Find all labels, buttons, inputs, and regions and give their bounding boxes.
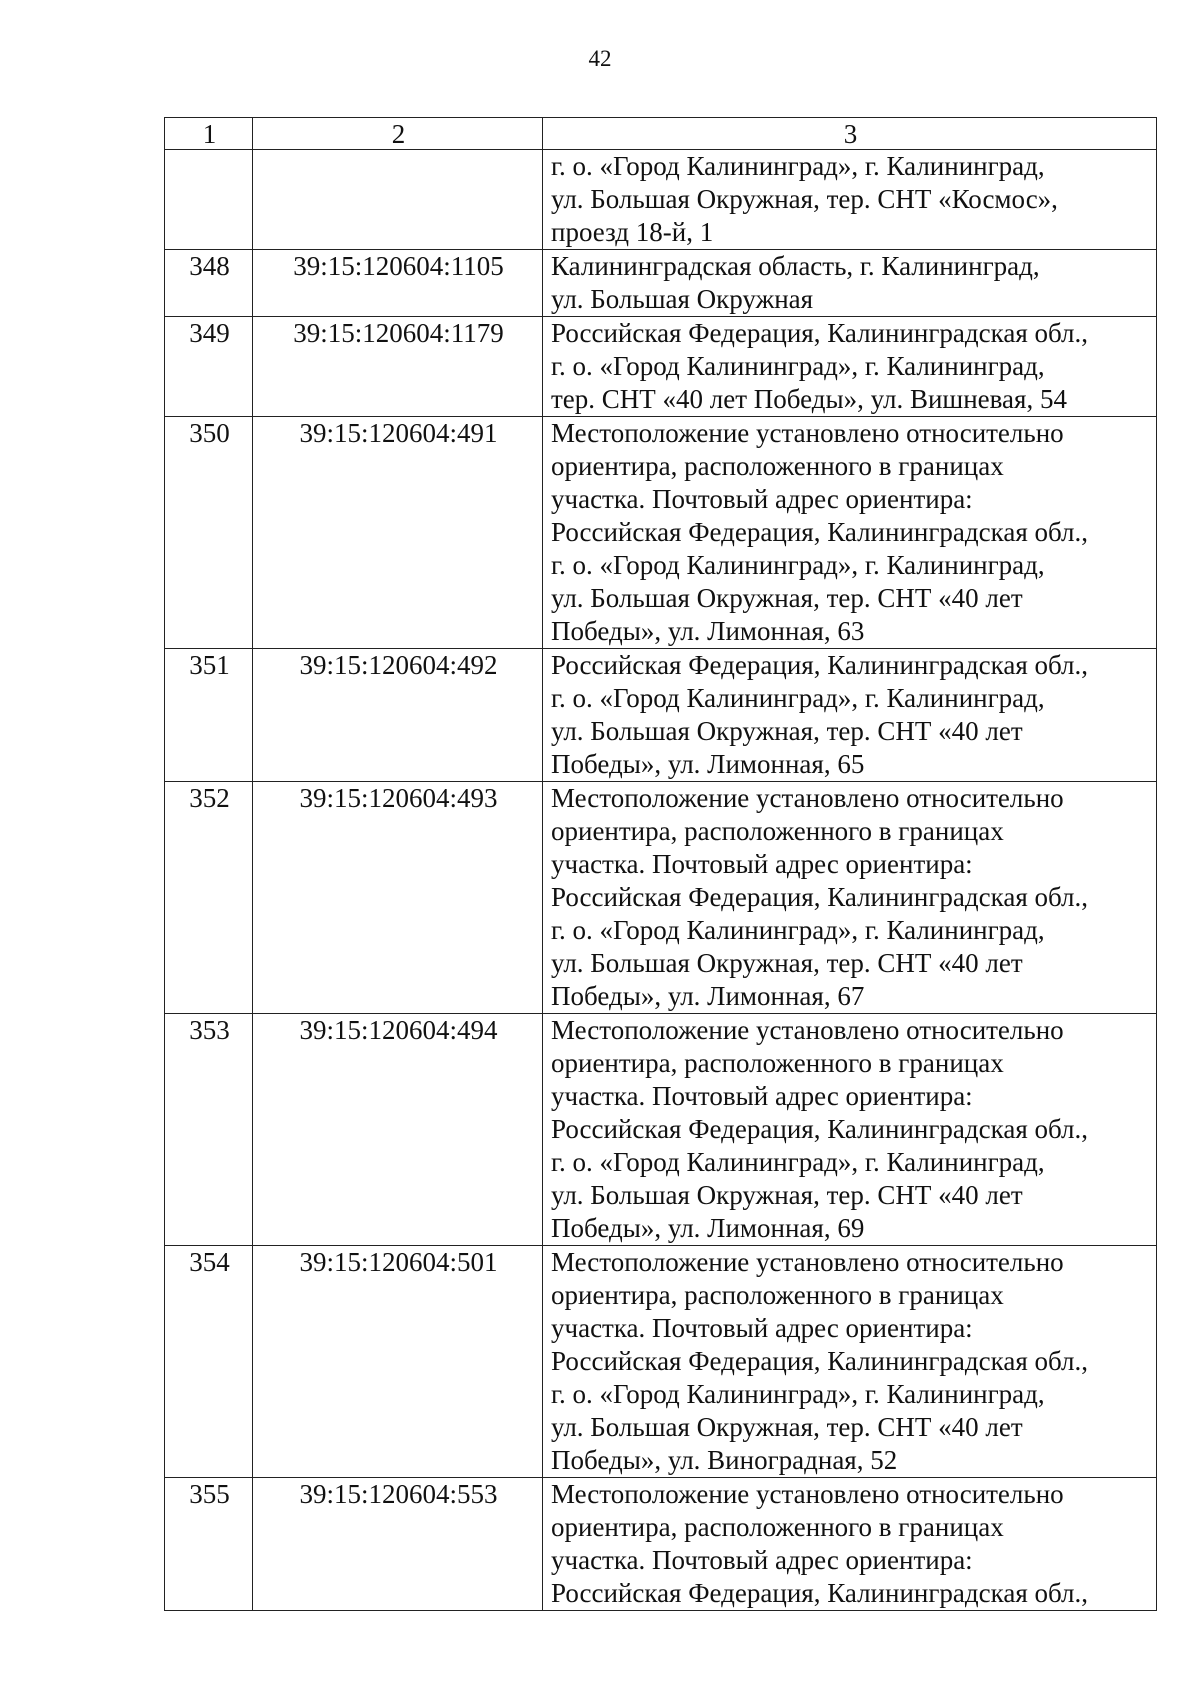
address-line: ул. Большая Окружная, тер. СНТ «40 лет (551, 716, 1023, 746)
address-line: ориентира, расположенного в границах (551, 1048, 1004, 1078)
address-cell (543, 782, 1157, 1014)
address-line: Местоположение установлено относительно (551, 1247, 1064, 1277)
address-line: г. о. «Город Калининград», г. Калининград, (551, 550, 1045, 580)
address-line: Российская Федерация, Калининградская обл., (551, 517, 1089, 547)
address-line: Местоположение установлено относительно (551, 1015, 1064, 1045)
address-line: Российская Федерация, Калининградская обл., (551, 1346, 1089, 1376)
cadastral-number-cell: 39:15:120604:1179 (253, 317, 543, 417)
address-line: участка. Почтовый адрес ориентира: (551, 849, 973, 879)
address-line: Победы», ул. Лимонная, 69 (551, 1213, 865, 1243)
page-number: 42 (588, 46, 612, 71)
address-line: Российская Федерация, Калининградская обл., (551, 1114, 1089, 1144)
address-line: ориентира, расположенного в границах (551, 816, 1004, 846)
address-line: г. о. «Город Калининград», г. Калининград, (551, 351, 1045, 381)
address-line: Российская Федерация, Калининградская обл., (551, 882, 1089, 912)
address-cell (543, 417, 1157, 649)
address-line: участка. Почтовый адрес ориентира: (551, 484, 973, 514)
cadastral-number-cell: 39:15:120604:492 (253, 649, 543, 782)
address-line: ул. Большая Окружная, тер. СНТ «40 лет (551, 1412, 1023, 1442)
column-header-1: 1 (165, 118, 253, 150)
address-cell (543, 150, 1157, 250)
land-plot-table (164, 117, 1157, 1611)
address-line: Победы», ул. Лимонная, 67 (551, 981, 865, 1011)
address-line: ул. Большая Окружная, тер. СНТ «Космос», (551, 184, 1058, 214)
address-line: г. о. «Город Калининград», г. Калининград, (551, 151, 1045, 181)
address-line: участка. Почтовый адрес ориентира: (551, 1081, 973, 1111)
table-row (165, 1246, 1157, 1478)
address-line: г. о. «Город Калининград», г. Калининград, (551, 915, 1045, 945)
row-number-cell: 351 (165, 649, 253, 782)
header-row (165, 118, 1157, 150)
cadastral-number-cell: 39:15:120604:494 (253, 1014, 543, 1246)
address-line: проезд 18-й, 1 (551, 217, 714, 247)
table-row (165, 1014, 1157, 1246)
address-cell (543, 1246, 1157, 1478)
address-line: Победы», ул. Лимонная, 63 (551, 616, 865, 646)
table-body (165, 150, 1157, 1611)
row-number-cell: 348 (165, 250, 253, 317)
table-row (165, 649, 1157, 782)
address-line: ориентира, расположенного в границах (551, 451, 1004, 481)
cadastral-number-cell: 39:15:120604:501 (253, 1246, 543, 1478)
address-line: Местоположение установлено относительно (551, 1479, 1064, 1509)
address-line: Российская Федерация, Калининградская обл., (551, 1578, 1089, 1608)
address-line: Российская Федерация, Калининградская обл., (551, 318, 1089, 348)
row-number-cell (165, 150, 253, 250)
row-number-cell: 355 (165, 1478, 253, 1611)
address-cell (543, 1478, 1157, 1611)
address-line: тер. СНТ «40 лет Победы», ул. Вишневая, 54 (551, 384, 1067, 414)
address-line: ул. Большая Окружная, тер. СНТ «40 лет (551, 583, 1023, 613)
cadastral-number-cell: 39:15:120604:553 (253, 1478, 543, 1611)
column-header-3: 3 (543, 118, 1157, 150)
address-cell (543, 317, 1157, 417)
table-row (165, 150, 1157, 250)
cadastral-number-cell: 39:15:120604:493 (253, 782, 543, 1014)
address-line: участка. Почтовый адрес ориентира: (551, 1545, 973, 1575)
address-cell (543, 250, 1157, 317)
address-line: г. о. «Город Калининград», г. Калининград, (551, 683, 1045, 713)
address-cell (543, 1014, 1157, 1246)
table-row (165, 417, 1157, 649)
address-line: ориентира, расположенного в границах (551, 1512, 1004, 1542)
address-line: Победы», ул. Лимонная, 65 (551, 749, 865, 779)
address-line: ул. Большая Окружная, тер. СНТ «40 лет (551, 948, 1023, 978)
address-line: Калининградская область, г. Калининград, (551, 251, 1040, 281)
address-line: ул. Большая Окружная (551, 284, 814, 314)
address-line: Местоположение установлено относительно (551, 783, 1064, 813)
cadastral-number-cell: 39:15:120604:1105 (253, 250, 543, 317)
address-line: г. о. «Город Калининград», г. Калининград, (551, 1379, 1045, 1409)
address-cell (543, 649, 1157, 782)
address-line: г. о. «Город Калининград», г. Калининград, (551, 1147, 1045, 1177)
address-line: участка. Почтовый адрес ориентира: (551, 1313, 973, 1343)
row-number-cell: 349 (165, 317, 253, 417)
row-number-cell: 353 (165, 1014, 253, 1246)
table-row (165, 1478, 1157, 1611)
address-line: Победы», ул. Виноградная, 52 (551, 1445, 898, 1475)
row-number-cell: 352 (165, 782, 253, 1014)
table-row (165, 317, 1157, 417)
table-row (165, 250, 1157, 317)
row-number-cell: 350 (165, 417, 253, 649)
cadastral-number-cell: 39:15:120604:491 (253, 417, 543, 649)
address-line: Местоположение установлено относительно (551, 418, 1064, 448)
table-row (165, 782, 1157, 1014)
cadastral-number-cell (253, 150, 543, 250)
address-line: Российская Федерация, Калининградская обл., (551, 650, 1089, 680)
row-number-cell: 354 (165, 1246, 253, 1478)
column-header-2: 2 (253, 118, 543, 150)
address-line: ориентира, расположенного в границах (551, 1280, 1004, 1310)
address-line: ул. Большая Окружная, тер. СНТ «40 лет (551, 1180, 1023, 1210)
